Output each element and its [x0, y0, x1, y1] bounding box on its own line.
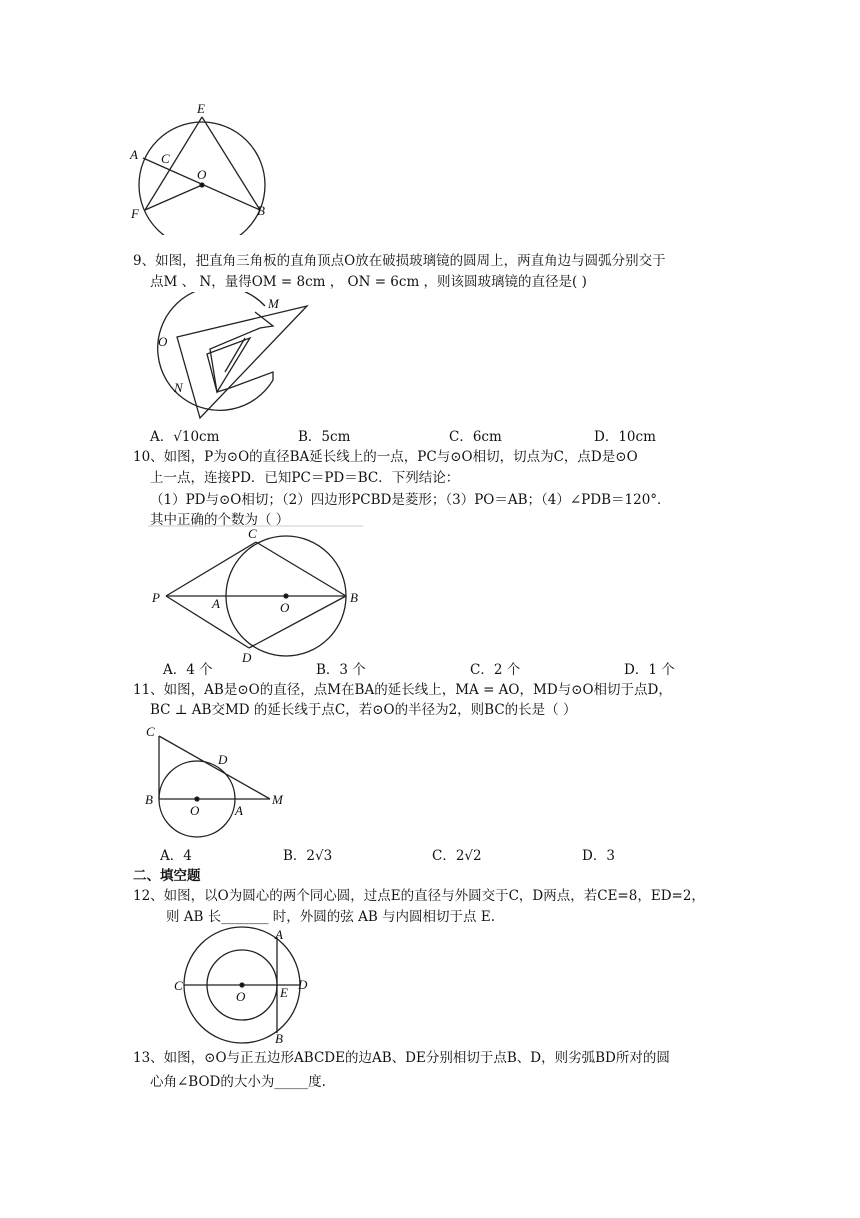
- q9-option-d[interactable]: D．10cm: [594, 429, 656, 445]
- fig8-line-fo: [145, 185, 202, 210]
- q10-text-line3: （1）PD与⊙O相切；（2）四边形PCBD是菱形；（3）PO＝AB；（4）∠PDB＝120°．: [150, 492, 671, 508]
- fig10-center-dot: [284, 594, 288, 598]
- fig12-label-d: D: [298, 977, 308, 992]
- fig10-line-pc: [166, 542, 256, 596]
- q11-option-a[interactable]: A．4: [160, 848, 192, 864]
- fig8-label-o: O: [197, 167, 207, 182]
- q9-text-line2: 点M 、 N，量得OM = 8cm ， ON = 6cm ，则该圆玻璃镜的直径是( ): [150, 274, 587, 290]
- fig12-label-a: A: [275, 927, 283, 942]
- fig9-label-n: N: [174, 380, 183, 395]
- q11-text-line1: 11、如图，AB是⊙O的直径，点M在BA的延长线上，MA = AO，MD与⊙O相切于点D，: [133, 682, 672, 698]
- fig10-label-c: C: [248, 526, 257, 541]
- fig10-label-o: O: [280, 600, 290, 615]
- q10-text-line2: 上一点，连接PD．已知PC＝PD＝BC．下列结论：: [150, 470, 460, 486]
- q9-option-a[interactable]: A．√10cm: [150, 429, 220, 445]
- fig9-outer-triangle: [177, 306, 307, 418]
- q11-option-d[interactable]: D．3: [582, 848, 615, 864]
- q10-option-b[interactable]: B．3 个: [316, 662, 366, 678]
- fig11-label-c: C: [146, 724, 155, 739]
- figure-q9-triangle: [155, 292, 315, 422]
- q13-text-line1: 13、如图，⊙O与正五边形ABCDE的边AB、DE分别相切于点B、D，则劣弧BD所对的圆: [133, 1050, 670, 1066]
- fig8-line-ef: [145, 117, 202, 210]
- fig8-line-eb: [202, 117, 260, 210]
- fig11-label-o: O: [190, 803, 200, 818]
- fig8-label-b: B: [257, 203, 265, 218]
- fig10-line-db: [249, 596, 346, 648]
- figure-q8-circle: [125, 95, 275, 235]
- q11-option-c[interactable]: C．2√2: [432, 848, 482, 864]
- q12-text-line1: 12、如图，以O为圆心的两个同心圆，过点E的直径与外圆交于C，D两点，若CE=8，ED=2，: [133, 888, 705, 904]
- fig12-label-c: C: [174, 978, 183, 993]
- section-fill-in-heading: 二、填空题: [133, 868, 201, 884]
- q11-text-line2: BC ⊥ AB交MD 的延长线于点C，若⊙O的半径为2，则BC的长是（ ）: [150, 702, 577, 718]
- fig8-label-e: E: [197, 101, 205, 116]
- fig10-label-a: A: [212, 596, 220, 611]
- fig10-label-d: D: [242, 650, 252, 665]
- fig9-label-m: M: [268, 296, 279, 311]
- fig12-center-dot: [240, 983, 244, 987]
- q13-text-line2: 心角∠BOD的大小为_____度.: [150, 1074, 326, 1090]
- q10-text-line4: 其中正确的个数为（ ）: [150, 512, 290, 528]
- fig10-label-p: P: [152, 590, 160, 605]
- fig12-label-o: O: [236, 989, 246, 1004]
- q11-option-b[interactable]: B．2√3: [283, 848, 333, 864]
- fig8-center-dot: [200, 183, 204, 187]
- fig11-center-dot: [195, 797, 199, 801]
- figure-q10-rhombus: [148, 520, 368, 665]
- fig8-label-c: C: [161, 151, 170, 166]
- q9-option-c[interactable]: C．6cm: [449, 429, 502, 445]
- figure-q11-tangent: [142, 722, 302, 844]
- fig10-line-pd: [166, 596, 249, 648]
- fig11-label-a: A: [235, 803, 243, 818]
- q10-option-c[interactable]: C．2 个: [470, 662, 521, 678]
- q9-text-line1: 9、如图，把直角三角板的直角顶点O放在破损玻璃镜的圆周上，两直角边与圆弧分别交于: [133, 253, 666, 269]
- q10-option-d[interactable]: D．1 个: [624, 662, 675, 678]
- fig10-line-cb: [256, 542, 346, 596]
- fig11-label-d: D: [218, 752, 228, 767]
- fig11-label-m: M: [272, 792, 283, 807]
- fig8-label-a: A: [130, 147, 138, 162]
- figure-q12-concentric: [170, 925, 320, 1045]
- fig9-label-o: O: [158, 334, 168, 349]
- fig8-label-f: F: [131, 206, 139, 221]
- q12-text-line2: 则 AB 长_______ 时，外圆的弦 AB 与内圆相切于点 E.: [166, 909, 495, 925]
- fig12-label-e: E: [280, 985, 288, 1000]
- q10-option-a[interactable]: A．4 个: [163, 662, 213, 678]
- fig10-label-b: B: [350, 590, 358, 605]
- fig12-label-b: B: [275, 1031, 283, 1045]
- q9-option-b[interactable]: B．5cm: [298, 429, 351, 445]
- q10-text-line1: 10、如图，P为⊙O的直径BA延长线上的一点，PC与⊙O相切，切点为C，点D是⊙O: [133, 449, 638, 465]
- fig11-label-b: B: [145, 792, 153, 807]
